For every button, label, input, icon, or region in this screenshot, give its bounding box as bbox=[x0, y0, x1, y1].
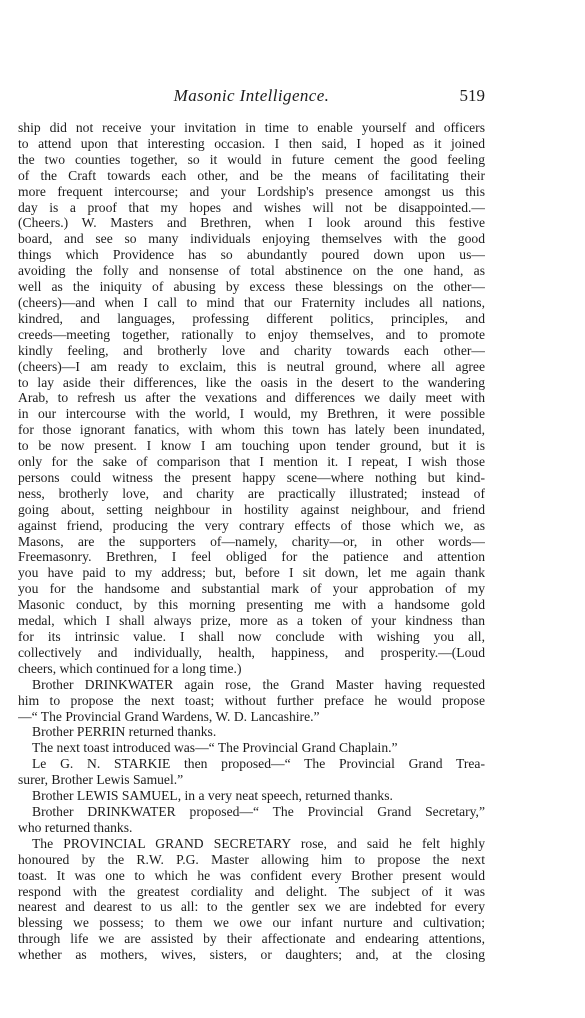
text-line: collectively and individually, health, happiness, and prosperity.—(Loud bbox=[18, 644, 485, 660]
text-line: Freemasonry. Brethren, I feel obliged for the patience and attention bbox=[18, 549, 485, 565]
text-line: respond with the greatest cordiality and delight. The subject of it was bbox=[18, 883, 485, 899]
running-title: Masonic Intelligence. bbox=[173, 86, 330, 105]
text-line: kindly feeling, and brotherly love and charity towards each other— bbox=[18, 342, 485, 358]
text-line: persons could witness the present happy scene—where nothing but kind- bbox=[18, 469, 485, 485]
text-line: Brother PERRIN returned thanks. bbox=[32, 724, 217, 740]
text-line: The next toast introduced was—“ The Provincial Grand Chaplain.” bbox=[32, 740, 398, 756]
text-line: (cheers)—and when I call to mind that our Fraternity includes all nations, bbox=[18, 294, 485, 310]
text-line: ship did not receive your invitation in time to enable yourself and officers bbox=[18, 120, 485, 135]
text-line: things which Providence has so abundantly poured down upon us— bbox=[18, 247, 485, 263]
text-line: honoured by the R.W. P.G. Master allowing him to propose the next bbox=[18, 851, 485, 867]
text-line: medal, which I shall always prize, more as a token of your kindness than bbox=[18, 613, 485, 629]
text-line: kindred, and languages, professing different politics, principles, and bbox=[18, 310, 485, 326]
text-line: well as the iniquity of abusing by excess these blessings on the other— bbox=[18, 279, 485, 295]
text-line: creeds—meeting together, rationally to enjoy themselves, and to promote bbox=[18, 326, 485, 342]
page-header bbox=[18, 86, 485, 108]
body-text bbox=[18, 120, 485, 963]
text-line: in our intercourse with the world, I would, my Brethren, it were possible bbox=[18, 406, 485, 422]
text-line: cheers, which continued for a long time.) bbox=[18, 660, 242, 676]
text-line: whether as mothers, wives, sisters, or daughters; and, at the closing bbox=[18, 947, 485, 963]
text-line: Brother LEWIS SAMUEL, in a very neat speech, returned thanks. bbox=[32, 788, 393, 804]
text-line: ness, brotherly love, and charity are practically illustrated; instead of bbox=[18, 485, 485, 501]
text-line: (Cheers.) W. Masters and Brethren, when I look around this festive bbox=[18, 215, 485, 231]
text-line: Masonic conduct, by this morning presenting me with a handsome gold bbox=[18, 597, 485, 613]
text-line: who returned thanks. bbox=[18, 819, 133, 835]
text-line: you for the handsome and substantial mark of your approbation of my bbox=[18, 581, 485, 597]
text-line: for those ignorant fanatics, with whom this town has lately been inundated, bbox=[18, 422, 485, 438]
text-line: to lay aside their differences, like the oasis in the desert to the wandering bbox=[18, 374, 485, 390]
text-line: board, and see so many individuals enjoying themselves with the good bbox=[18, 231, 485, 247]
text-line: you have paid to my address; but, before I sit down, let me again thank bbox=[18, 565, 485, 581]
text-line: only for the sake of comparison that I mention it. I repeat, I wish those bbox=[18, 454, 485, 470]
text-line: avoiding the folly and nonsense of total abstinence on the one hand, as bbox=[18, 263, 485, 279]
text-line: to be now present. I know I am touching upon tender ground, but it is bbox=[18, 438, 485, 454]
text-line: The PROVINCIAL GRAND SECRETARY rose, and said he felt highly bbox=[32, 835, 485, 851]
text-line: against friend, producing the very contrary effects of those which we, as bbox=[18, 517, 485, 533]
text-line: more frequent intercourse; and your Lordship's presence amongst us this bbox=[18, 183, 485, 199]
text-line: to attend upon that interesting occasion. I then said, I hoped as it joined bbox=[18, 135, 485, 151]
text-line: Arab, to refresh us after the vexations and differences we daily meet with bbox=[18, 390, 485, 406]
text-line: surer, Brother Lewis Samuel.” bbox=[18, 772, 184, 788]
text-line: Masons, are the supporters of—namely, charity—or, in other words— bbox=[18, 533, 485, 549]
text-line: Le G. N. STARKIE then proposed—“ The Provincial Grand Trea- bbox=[32, 756, 485, 772]
text-line: nearest and dearest to us all: to the gentler sex we are indebted for every bbox=[18, 899, 485, 915]
text-line: toast. It was one to which he was confident every Brother present would bbox=[18, 867, 485, 883]
text-line: through life we are assisted by their affectionate and endearing attentions, bbox=[18, 931, 485, 947]
text-line: —“ The Provincial Grand Wardens, W. D. Lancashire.” bbox=[18, 708, 320, 724]
text-line: day is a proof that my hopes and wishes will not be disappointed.— bbox=[18, 199, 485, 215]
text-line: of the Craft towards each other, and be the means of facilitating their bbox=[18, 167, 485, 183]
text-line: (cheers)—I am ready to exclaim, this is neutral ground, where all agree bbox=[18, 358, 485, 374]
text-line: blessing we possess; to them we owe our infant nurture and cultivation; bbox=[18, 915, 485, 931]
text-line: for its intrinsic value. I shall now conclude with wishing you all, bbox=[18, 629, 485, 644]
page-number: 519 bbox=[459, 86, 485, 105]
text-line: him to propose the next toast; without further preface he would propose bbox=[18, 692, 485, 708]
text-line: the two counties together, so it would in future cement the good feeling bbox=[18, 151, 485, 167]
text-line: Brother DRINKWATER again rose, the Grand Master having requested bbox=[32, 676, 485, 692]
text-line: going about, setting neighbour in hostility against neighbour, and friend bbox=[18, 501, 485, 517]
text-line: Brother DRINKWATER proposed—“ The Provincial Grand Secretary,” bbox=[32, 803, 485, 819]
